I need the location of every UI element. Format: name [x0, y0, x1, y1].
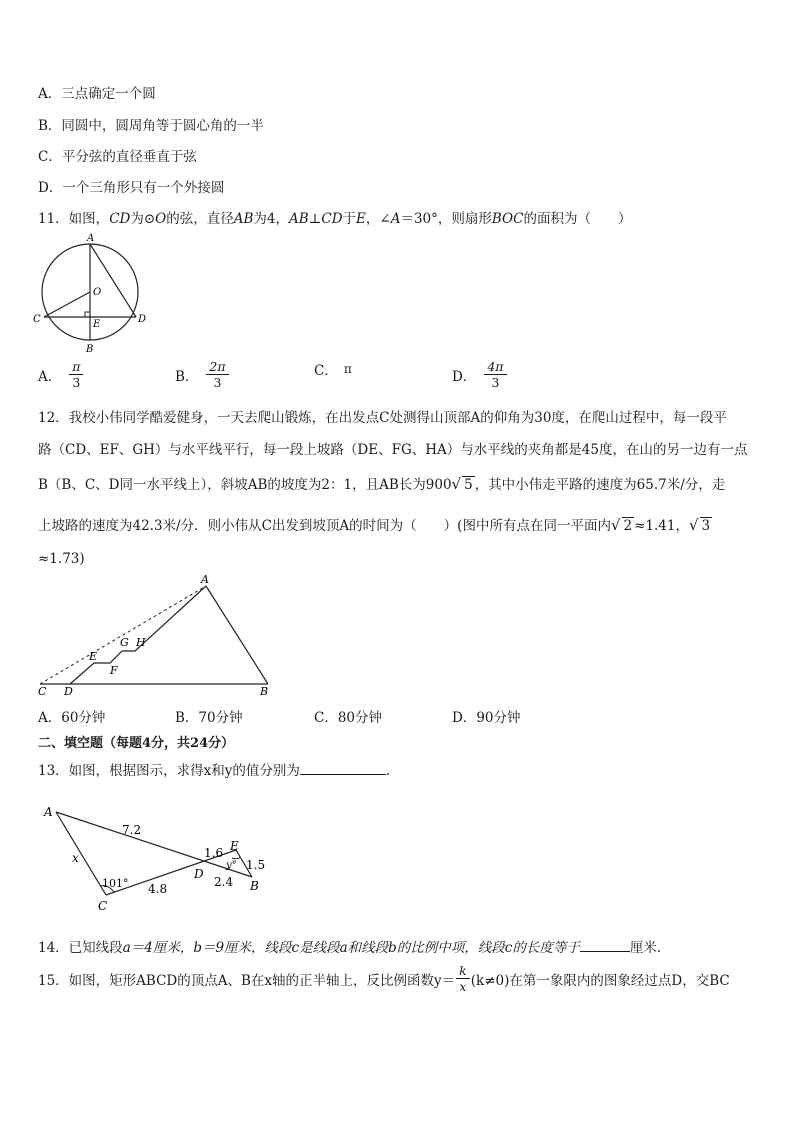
label-a: A: [87, 233, 95, 244]
segment-ac: [56, 812, 106, 895]
q15-stem: 15．如图，矩形ABCD的顶点A、B在x轴的正半轴上，反比例函数y＝ $\frac{k}{x}$ (k≠0)在第一象限内的图象经过点D，交BC: [38, 963, 730, 994]
label-1-6: 1.6: [204, 846, 224, 860]
label-g: G: [120, 636, 129, 649]
q11-option-b: B． $\frac{2\pi}{3}$: [175, 359, 229, 390]
label-b: B: [86, 344, 94, 355]
label-b: B: [260, 685, 269, 698]
label-7-2: 7.2: [122, 823, 142, 837]
segment-ab: [56, 812, 252, 877]
q11-option-a: A． $\frac{\pi}{3}$: [38, 359, 83, 390]
q12-line-3: B（B、C、D同一水平线上），斜坡AB的坡度为2：1，且AB长为900√ 5 ，其中小伟走平路的速度为65.7米/分，走: [38, 475, 726, 493]
q10-option-a: A．三点确定一个圆: [38, 86, 156, 102]
label-c: C: [33, 314, 41, 325]
angle-arc-e: [232, 857, 240, 859]
q11-circle-figure: [30, 230, 155, 358]
climb-path: [70, 586, 206, 684]
q11-option-d: D． $\frac{4\pi}{3}$: [452, 359, 507, 390]
label-o: O: [93, 287, 102, 298]
label-c: C: [38, 685, 47, 698]
label-a: A: [201, 573, 209, 586]
label-h: H: [136, 636, 146, 649]
q10-option-b: B．同圆中，圆周角等于圆心角的一半: [38, 118, 264, 134]
q12-line-1: 12．我校小伟同学酷爱健身，一天去爬山锻炼，在出发点C处测得山顶部A的仰角为30度，在爬山过程中，每一段平: [38, 410, 727, 426]
q11-stem: 11．如图，CD为⊙O的弦，直径AB为4，AB⊥CD于E，∠A＝30°，则扇形BOC的面积为（ ）: [38, 211, 632, 227]
q10-option-d: D．一个三角形只有一个外接圆: [38, 180, 225, 196]
q12-mountain-figure: [34, 571, 284, 699]
label-f: F: [110, 664, 118, 677]
section-2-title: 二、填空题（每题4分，共24分）: [38, 736, 235, 751]
label-4-8: 4.8: [148, 882, 168, 896]
segment-ad: [90, 244, 136, 317]
q12-option-a: A．60分钟: [38, 710, 106, 726]
q13-triangles-figure: [36, 798, 276, 918]
q12-line-4: 上坡路的速度为42.3米/分．则小伟从C出发到坡顶A的时间为（ ）(图中所有点在同一平面内√ 2 ≈1.41，√ 3: [38, 516, 711, 534]
label-c: C: [98, 899, 108, 913]
q14-stem: 14．已知线段a＝4厘米，b＝9厘米，线段c是线段a和线段b的比例中项，线段c的长度等于 厘米．: [38, 940, 671, 956]
label-2-4: 2.4: [214, 875, 234, 889]
q12-line-2: 路（CD、EF、GH）与水平线平行，每一段上坡路（DE、FG、HA）与水平线的夹角都是45度，在山的另一边有一点: [38, 442, 748, 458]
sight-line-ca: [40, 586, 206, 684]
q13-stem: 13．如图，根据图示，求得x和y的值分别为 .: [38, 763, 391, 779]
q11-options: [38, 359, 758, 393]
q12-line-5: ≈1.73): [38, 551, 85, 567]
label-e: E: [89, 650, 98, 663]
label-e: E: [230, 839, 239, 853]
label-d: D: [64, 685, 73, 698]
q10-option-c: C．平分弦的直径垂直于弦: [38, 149, 197, 165]
label-b: B: [250, 879, 259, 893]
q14-answer-blank[interactable]: [580, 951, 630, 952]
right-angle-mark: [85, 312, 90, 317]
q12-option-b: B．70分钟: [175, 710, 243, 726]
q12-option-d: D．90分钟: [452, 710, 521, 726]
label-x: x: [72, 851, 79, 865]
label-e: E: [93, 319, 101, 330]
segment-oc: [44, 292, 90, 317]
q13-answer-blank[interactable]: [300, 774, 386, 775]
slope-ab: [206, 586, 268, 684]
q12-options: [38, 702, 758, 736]
label-d: D: [138, 314, 147, 325]
q11-option-c: C． π: [314, 362, 352, 379]
label-y: y°: [226, 860, 237, 871]
label-101: 101°: [102, 877, 129, 890]
label-a: A: [44, 805, 53, 819]
label-d: D: [194, 867, 204, 881]
label-1-5: 1.5: [246, 858, 266, 872]
q12-option-c: C．80分钟: [314, 710, 383, 726]
